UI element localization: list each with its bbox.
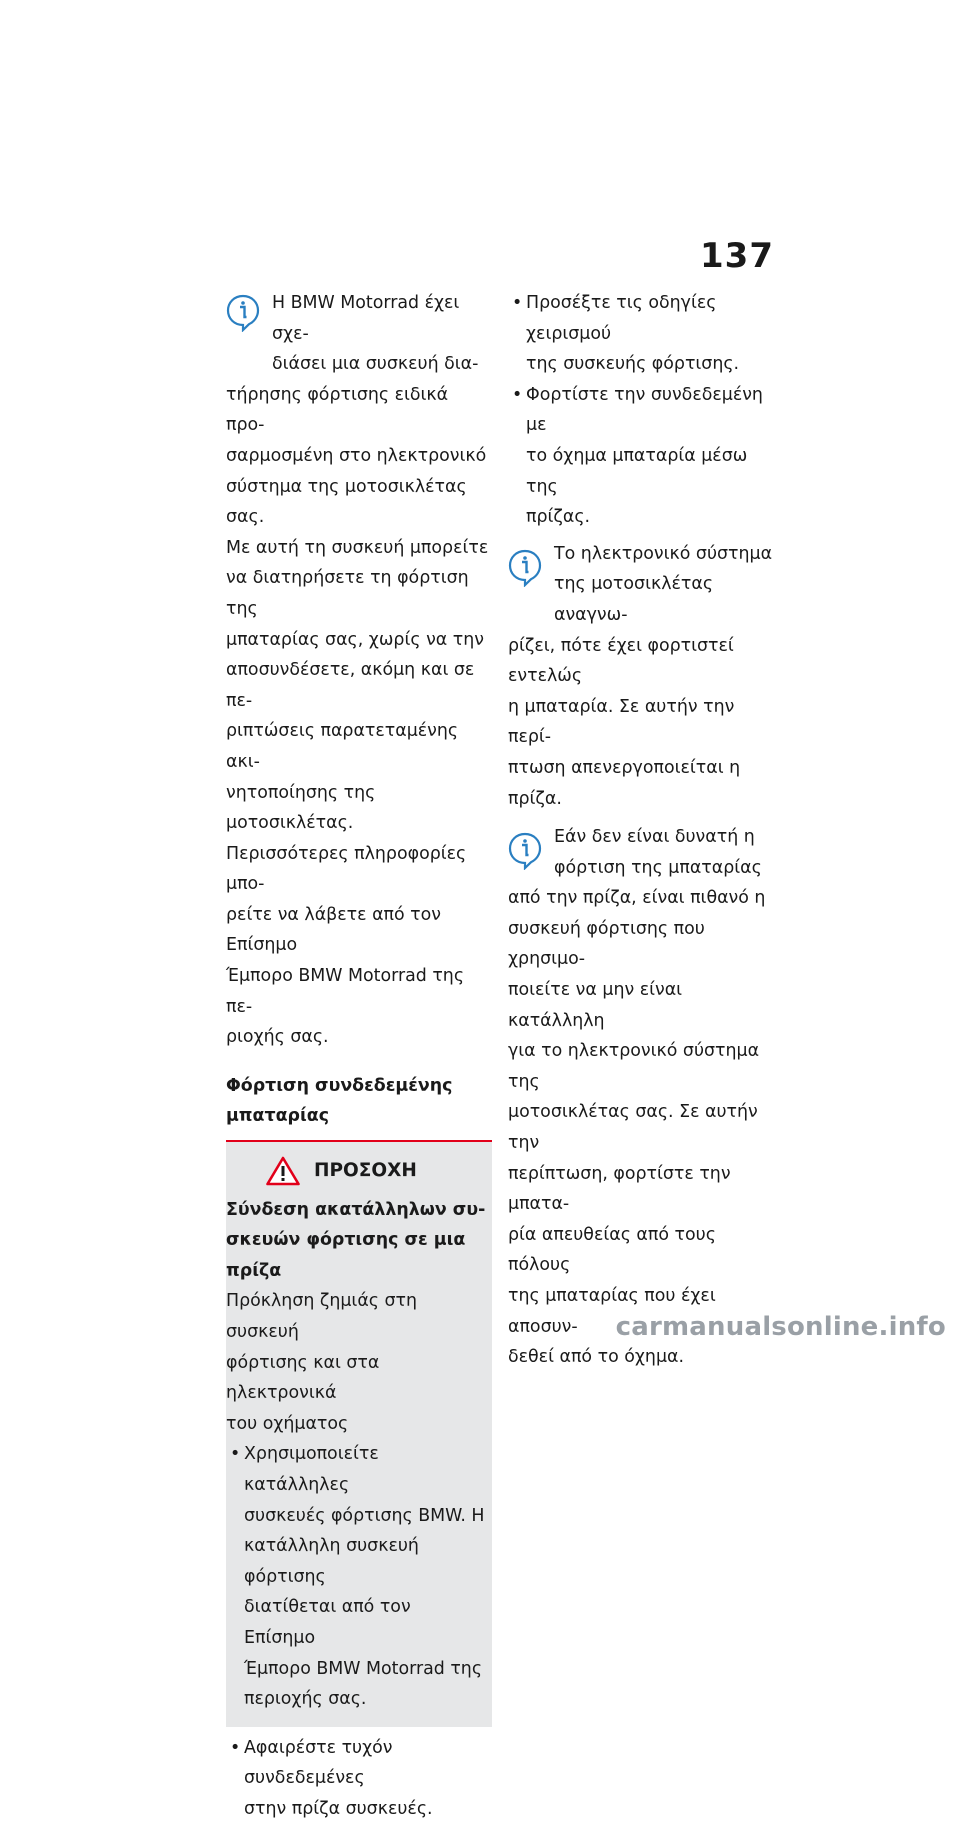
text-line: ρίζει, πότε έχει φορτιστεί εντελώς bbox=[508, 635, 734, 687]
text-line: της συσκευής φόρτισης. bbox=[526, 354, 740, 375]
text-line: συσκευή φόρτισης που χρησιμο- bbox=[508, 918, 705, 970]
text-line: Η BMW Motorrad έχει σχε- bbox=[272, 293, 460, 344]
text-line: συσκευές φόρτισης BMW. Η bbox=[244, 1505, 485, 1526]
text-line: ποιείτε να μην είναι κατάλληλη bbox=[508, 980, 683, 1031]
text-line: Έμπορο BMW Motorrad της bbox=[244, 1658, 483, 1679]
text-line: μοτοσικλέτας σας. Σε αυτήν την bbox=[508, 1102, 758, 1154]
left-column bbox=[226, 288, 492, 1825]
section-heading bbox=[226, 1071, 492, 1132]
text-line: τήρησης φόρτισης ειδικά προ- bbox=[226, 384, 449, 436]
text-line: η μπαταρία. Σε αυτήν την περί- bbox=[508, 696, 735, 748]
text-line: Χρησιμοποιείτε κατάλληλες bbox=[244, 1444, 379, 1495]
right-column bbox=[508, 288, 782, 1373]
page-number: 137 bbox=[700, 236, 774, 276]
text-line: σαρμοσμένη στο ηλεκτρονικό bbox=[226, 445, 487, 466]
text-line: διάσει μια συσκευή δια- bbox=[272, 354, 479, 375]
heading-line: μπαταρίας bbox=[226, 1106, 330, 1127]
text-line: πτωση απενεργοποιείται η πρίζα. bbox=[508, 757, 741, 809]
warning-subtitle bbox=[226, 1195, 486, 1287]
warning-triangle-icon bbox=[266, 1156, 300, 1186]
text-line: να διατηρήσετε τη φόρτιση της bbox=[226, 568, 469, 619]
text-line: κατάλληλη συσκευή φόρτισης bbox=[244, 1536, 419, 1587]
text-line: από την πρίζα, είναι πιθανό η bbox=[508, 888, 766, 909]
text-line: περιοχής σας. bbox=[244, 1689, 367, 1710]
text-line: ριοχής σας. bbox=[226, 1027, 329, 1048]
text-line: Εάν δεν είναι δυνατή η bbox=[554, 827, 755, 848]
text-line: το όχημα μπαταρία μέσω της bbox=[526, 445, 748, 497]
list-item bbox=[226, 1733, 492, 1825]
text-line: διατίθεται από τον Επίσημο bbox=[244, 1597, 411, 1648]
text-line: αποσυνδέσετε, ακόμη και σε πε- bbox=[226, 660, 475, 711]
info-icon bbox=[226, 294, 260, 332]
text-line: για το ηλεκτρονικό σύστημα της bbox=[508, 1041, 760, 1092]
text-line: δεθεί από το όχημα. bbox=[508, 1347, 684, 1368]
info-note-charging-not-possible bbox=[508, 822, 782, 1373]
text-line: Το ηλεκτρονικό σύστημα bbox=[554, 543, 773, 564]
text-line: Σύνδεση ακατάλληλων συ- bbox=[226, 1199, 486, 1220]
info-note-full-charge bbox=[508, 539, 782, 814]
text-line: ριπτώσεις παρατεταμένης ακι- bbox=[226, 721, 459, 772]
text-line: περίπτωση, φορτίστε την μπατα- bbox=[508, 1163, 731, 1215]
info-note-charging-device bbox=[226, 288, 492, 1053]
text-line: Με αυτή τη συσκευή μπορείτε bbox=[226, 537, 489, 558]
text-line: Φορτίστε την συνδεδεμένη με bbox=[526, 384, 763, 436]
text-line: νητοποίησης της μοτοσικλέτας. bbox=[226, 782, 376, 834]
text-line: ρία απευθείας από τους πόλους bbox=[508, 1224, 716, 1276]
text-line: Έμπορο BMW Motorrad της πε- bbox=[226, 966, 465, 1017]
info-icon bbox=[508, 549, 542, 587]
text-line: Αφαιρέστε τυχόν συνδεδεμένες bbox=[244, 1737, 393, 1789]
warning-header bbox=[226, 1156, 486, 1187]
list-item bbox=[508, 380, 782, 533]
watermark: carmanualsonline.info bbox=[615, 1312, 946, 1342]
heading-line: Φόρτιση συνδεδεμένης bbox=[226, 1075, 453, 1096]
warning-body bbox=[226, 1286, 486, 1439]
warning-box bbox=[226, 1142, 492, 1727]
text-line: της μοτοσικλέτας αναγνω- bbox=[554, 574, 714, 625]
text-line: πρίζα bbox=[226, 1260, 282, 1281]
text-line: ρείτε να λάβετε από τον Επίσημο bbox=[226, 904, 442, 956]
text-line: του οχήματος bbox=[226, 1413, 349, 1434]
text-line: σύστημα της μοτοσικλέτας σας. bbox=[226, 476, 467, 528]
text-line: πρίζας. bbox=[526, 507, 591, 528]
info-icon bbox=[508, 832, 542, 870]
warning-title: ΠΡΟΣΟΧΗ bbox=[314, 1160, 417, 1182]
text-line: φόρτισης και στα ηλεκτρονικά bbox=[226, 1352, 380, 1404]
text-line: Περισσότερες πληροφορίες μπο- bbox=[226, 843, 467, 895]
text-line: μπαταρίας σας, χωρίς να την bbox=[226, 629, 484, 650]
text-line: Προσέξτε τις οδηγίες χειρισμού bbox=[526, 293, 717, 344]
text-line: της μπαταρίας που έχει αποσυν- bbox=[508, 1286, 716, 1337]
list-item bbox=[508, 288, 782, 380]
list-item bbox=[226, 1439, 486, 1714]
text-line: στην πρίζα συσκευές. bbox=[244, 1798, 433, 1819]
text-line: Πρόκληση ζημιάς στη συσκευή bbox=[226, 1291, 418, 1342]
text-line: σκευών φόρτισης σε μια bbox=[226, 1230, 466, 1251]
text-line: φόρτιση της μπαταρίας bbox=[554, 857, 762, 878]
